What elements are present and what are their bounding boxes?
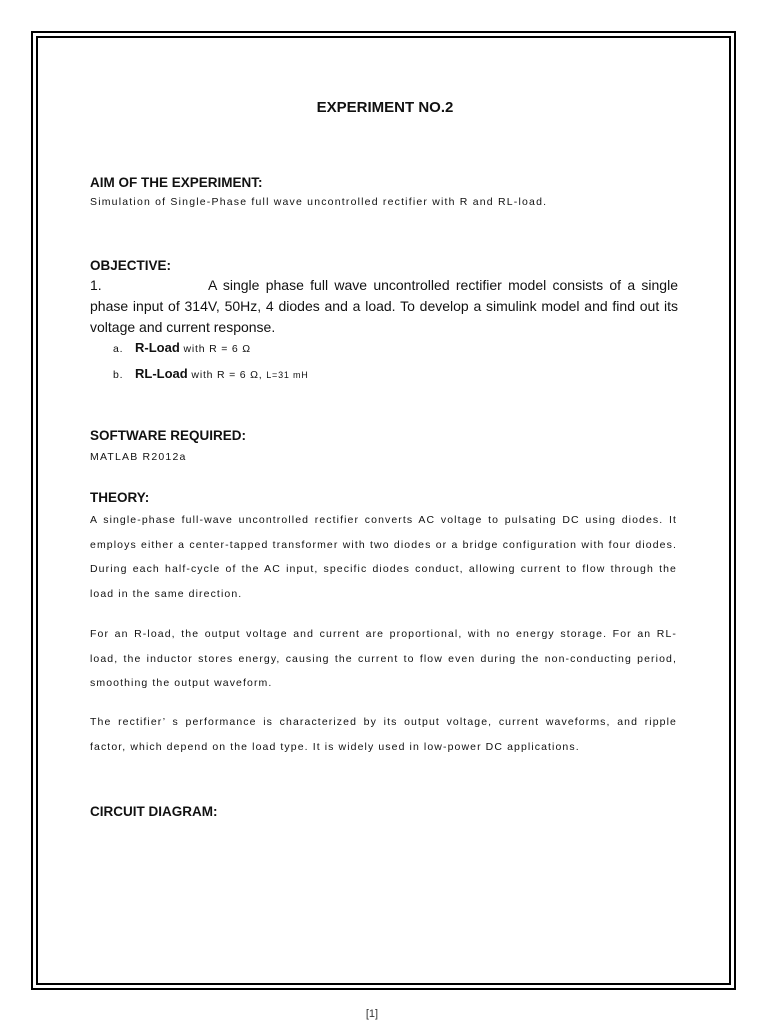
software-text: MATLAB R2012a xyxy=(90,451,187,463)
objective-text: A single phase full wave uncontrolled rectifier model consists of a single phase input of 314V, 50Hz, 4 diodes and a load. To develop a simulink model and find out its voltage and current response. xyxy=(90,277,678,335)
software-heading: SOFTWARE REQUIRED: xyxy=(90,428,247,443)
list-label: RL-Load xyxy=(135,366,188,381)
page-number: [1] xyxy=(365,1008,379,1020)
circuit-heading: CIRCUIT DIAGRAM: xyxy=(90,804,218,819)
objective-heading: OBJECTIVE: xyxy=(90,258,172,273)
aim-heading: AIM OF THE EXPERIMENT: xyxy=(90,175,263,190)
list-marker: b. xyxy=(113,369,124,381)
theory-paragraph: For an R-load, the output voltage and current are proportional, with no energy storage. For an RL-load, the inductor stores energy, causing the current to flow even during the non-conducting period, smoothing the output waveform. xyxy=(90,628,677,689)
list-marker: a. xyxy=(113,343,124,355)
list-text: with R = 6 Ω, xyxy=(187,369,267,381)
theory-heading: THEORY: xyxy=(90,490,150,505)
objective-paragraph xyxy=(90,275,678,338)
list-item-r-load xyxy=(113,340,251,355)
aim-text: Simulation of Single-Phase full wave uncontrolled rectifier with R and RL-load. xyxy=(90,196,548,208)
page-title: EXPERIMENT NO.2 xyxy=(316,99,454,116)
list-label: R-Load xyxy=(135,340,180,355)
list-text: with R = 6 Ω xyxy=(179,343,251,355)
list-extra: L=31 mH xyxy=(266,370,309,380)
list-item-rl-load xyxy=(113,366,309,381)
theory-paragraph: A single-phase full-wave uncontrolled rectifier converts AC voltage to pulsating DC using diodes. It employs either a center-tapped transformer with two diodes or a bridge configuration with four diodes. During each half-cycle of the AC input, specific diodes conduct, allowing current to flow through the load in the same direction. xyxy=(90,514,677,600)
theory-paragraph: The rectifier’ s performance is characterized by its output voltage, current waveforms, and ripple factor, which depend on the load type. It is widely used in low-power DC applications. xyxy=(90,716,677,753)
objective-number: 1. xyxy=(90,277,102,293)
